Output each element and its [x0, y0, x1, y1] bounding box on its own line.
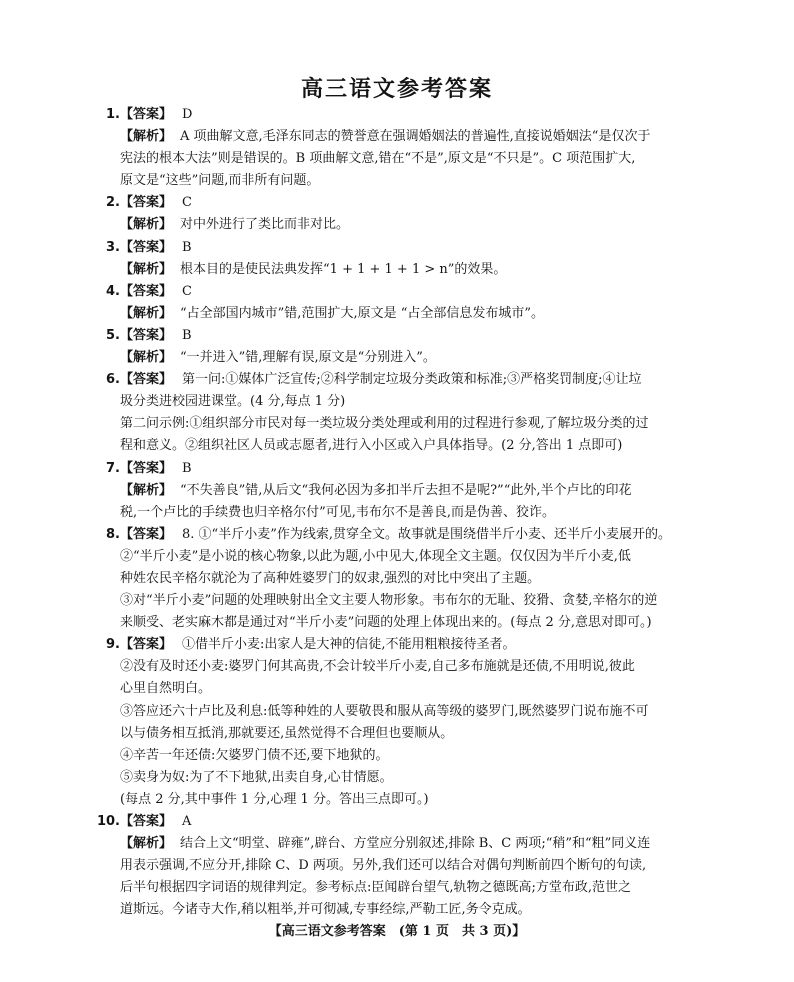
page-footer: 【高三语文参考答案 (第 1 页 共 3 页)】 [268, 924, 526, 939]
q2-analysis: 【解析】 对中外进行了类比而非对比。 [120, 217, 350, 233]
answer-body [92, 104, 704, 921]
q4-analysis: 【解析】 “占全部国内城市”错,范围扩大,原文是 “占全部信息发布城市”。 [120, 305, 544, 321]
q3-answer: 3. 【答案】 B [106, 239, 192, 255]
q10-analysis: 【解析】 结合上文“明堂、辟雍”,辟台、方堂应分别叙述,排除 B、C 两项;“稍”和“粗”同义连 用表示强调,不应分开,排除 C、D 两项。另外,我们还可以结合对偶句判断前四个断句的句读, 后半句根据四字词语的规律判定。参考标点:臣闻辟台望气,轨物之德既高;方堂布政,范世之 道斯远。今诸寺大作,稍以粗举,并可彻减,专事经综,严勒工匠,务令克成。 [120, 836, 651, 918]
q3-analysis: 【解析】 根本目的是使民法典发挥“1 + 1 + 1 + 1 > n”的效果。 [120, 261, 507, 277]
q4-answer: 4. 【答案】 C [106, 283, 192, 299]
q9-answer: 9. 【答案】 ①借半斤小麦:出家人是大神的信徒,不能用粗粮接待圣者。 [106, 637, 516, 653]
q10-answer: 10. 【答案】 A [96, 814, 192, 829]
q1-analysis: 【解析】 A 项曲解文意,毛泽东同志的赞誉意在强调婚姻法的普遍性,直接说婚姻法“是仅次于 宪法的根本大法”则是错误的。B 项曲解文意,错在“不是”,原文是“不只是”。C 项范围扩大, 原文是“这些”问题,而非所有问题。 [120, 129, 651, 189]
q9-answer-text: ②没有及时还小麦:婆罗门何其高贵,不会计较半斤小麦,自己多布施就是还债,不用明说,彼此 心里自然明白。 ③答应还六十卢比及利息:低等种姓的人要敬畏和服从高等级的婆罗门,既然婆罗门说布施不可 以与债务相互抵消,那就要还,虽然觉得不合理但也要顺从。 ④辛苦一年还债:欠婆罗门债不还,要下地狱的。 ⑤卖身为奴:为了不下地狱,出卖自身,心甘情愿。 (每点 2 分,其中事件 1 分,心理 1 分。答出三点即可。) [120, 659, 649, 807]
q2-answer: 2. 【答案】 C [106, 195, 192, 211]
q1-answer: 1. 【答案】 D [106, 107, 193, 122]
page-title: 高三语文参考答案 [300, 77, 493, 102]
q7-analysis: 【解析】 “不失善良”错,从后文“我何必因为多扣半斤去担不是呢?”“此外,半个卢比的印花 税,一个卢比的手续费也归辛格尔付”可见,韦布尔不是善良,而是伪善、狡诈。 [120, 482, 632, 520]
q5-analysis: 【解析】 “一并进入”错,理解有误,原文是“分别进入”。 [120, 350, 436, 366]
q7-answer: 7. 【答案】 B [106, 460, 192, 476]
q6-answer-text: 圾分类进校园进课堂。(4 分,每点 1 分) 第二问示例:①组织部分市民对每一类垃圾分类处理或利用的过程进行参观,了解垃圾分类的过 程和意义。②组织社区人员或志愿者,进行入小区或入户具体指导。(2 分,答出 1 点即可) [120, 394, 649, 454]
q8-answer: 8. 【答案】 8. ①“半斤小麦”作为线索,贯穿全文。故事就是围绕借半斤小麦、还半斤小麦展开的。 [106, 526, 671, 542]
q6-answer: 6. 【答案】 第一问:①媒体广泛宣传;②科学制定垃圾分类政策和标准;③严格奖罚制度;④让垃 [106, 372, 642, 388]
q5-answer: 5. 【答案】 B [106, 327, 192, 343]
q8-answer-text: ②“半斤小麦”是小说的核心物象,以此为题,小中见大,体现全文主题。仅仅因为半斤小麦,低 种姓农民辛格尔就沦为了高种姓婆罗门的奴隶,强烈的对比中突出了主题。 ③对“半斤小麦”问题的处理映射出全文主要人物形象。韦布尔的无耻、狡猾、贪婪,辛格尔的逆 来顺受、老实麻木都是通过对“半斤小麦”问题的处理上体现出来的。(每点 2 分,意思对即可。) [120, 548, 658, 631]
